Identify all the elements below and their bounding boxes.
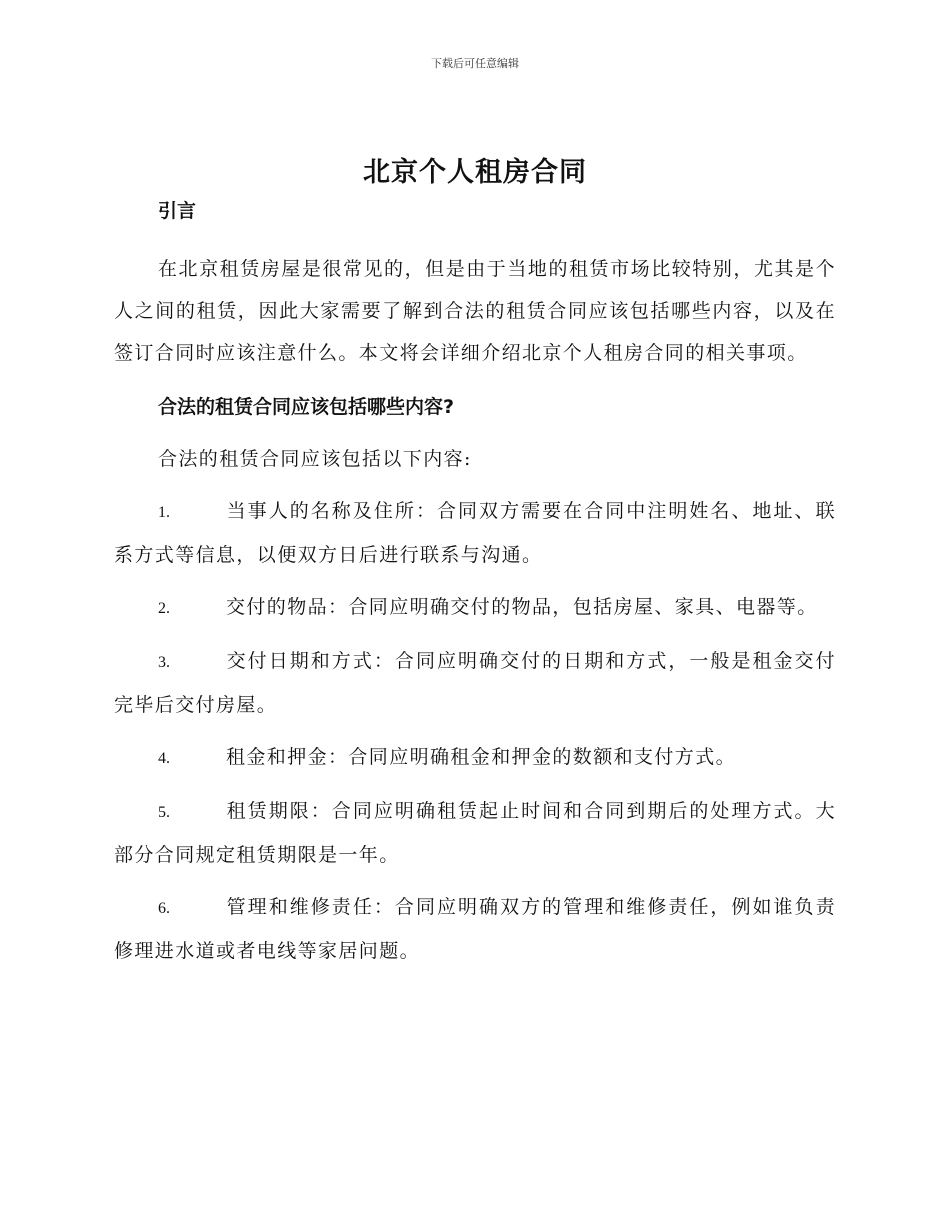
requirements-list bbox=[114, 490, 836, 972]
intro-heading: 引言 bbox=[158, 200, 197, 222]
document-body bbox=[114, 194, 836, 972]
list-item-text: 租金和押金：合同应明确租金和押金的数额和支付方式。 bbox=[226, 746, 737, 768]
list-item bbox=[114, 736, 836, 780]
list-item-number: 4. bbox=[158, 750, 170, 767]
section-heading: 合法的租赁合同应该包括哪些内容? bbox=[158, 396, 455, 418]
list-item bbox=[114, 640, 836, 726]
list-item-number: 6. bbox=[158, 900, 170, 917]
list-item-text: 交付的物品：合同应明确交付的物品，包括房屋、家具、电器等。 bbox=[226, 596, 818, 618]
header-note: 下载后可任意编辑 bbox=[431, 57, 519, 70]
list-item-text: 管理和维修责任：合同应明确双方的管理和维修责任，例如谁负责修理进水道或者电线等家居问题。 bbox=[114, 896, 836, 962]
list-item bbox=[114, 586, 836, 630]
list-item-text: 租赁期限：合同应明确租赁起止时间和合同到期后的处理方式。大部分合同规定租赁期限是一年。 bbox=[114, 800, 836, 866]
list-item-number: 5. bbox=[158, 804, 170, 821]
intro-paragraph: 在北京租赁房屋是很常见的，但是由于当地的租赁市场比较特别，尤其是个人之间的租赁，因此大家需要了解到合法的租赁合同应该包括哪些内容，以及在签订合同时应该注意什么。本文将会详细介绍北京个人租房合同的相关事项。 bbox=[114, 258, 836, 364]
list-item-number: 1. bbox=[158, 504, 170, 521]
list-item bbox=[114, 490, 836, 576]
document-title: 北京个人租房合同 bbox=[363, 157, 587, 188]
section-lead: 合法的租赁合同应该包括以下内容: bbox=[158, 448, 472, 470]
list-item bbox=[114, 790, 836, 876]
list-item-text: 当事人的名称及住所：合同双方需要在合同中注明姓名、地址、联系方式等信息，以便双方日后进行联系与沟通。 bbox=[114, 500, 836, 566]
list-item bbox=[114, 886, 836, 972]
list-item-number: 2. bbox=[158, 600, 170, 617]
list-item-text: 交付日期和方式：合同应明确交付的日期和方式，一般是租金交付完毕后交付房屋。 bbox=[114, 650, 836, 716]
list-item-number: 3. bbox=[158, 654, 170, 671]
